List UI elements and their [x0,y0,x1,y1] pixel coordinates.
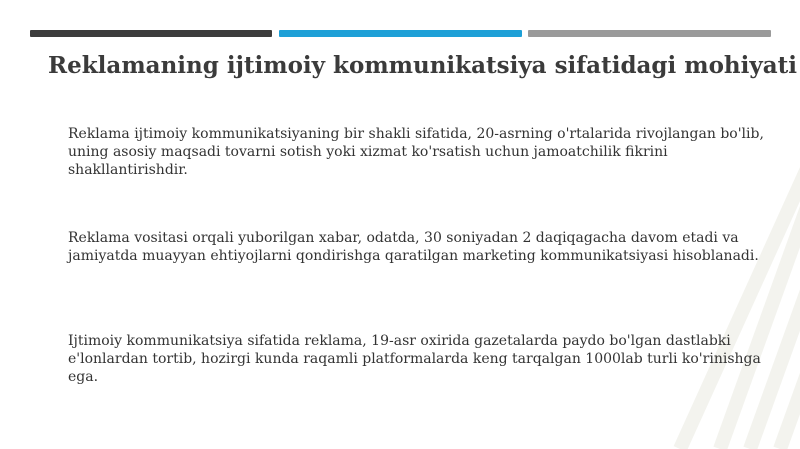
paragraph-3: Ijtimoiy kommunikatsiya sifatida reklama, 19-asr oxirida gazetalarda paydo bo'lgan dastlabki e'lonlardan tortib, hozirgi kunda raqamli platformalarda keng tarqalgan 1000lab turli ko'rinishga ega. [68,333,761,385]
paragraph-1: Reklama ijtimoiy kommunikatsiyaning bir shakli sifatida, 20-asrning o'rtalarida rivojlangan bo'lib, uning asosiy maqsadi tovarni sotish yoki xizmat ko'rsatish uchun jamoatchilik fikrini shakllantirishdir. [68,126,764,178]
header-bar-dark [30,30,272,37]
paragraph-2: Reklama vositasi orqali yuborilgan xabar, odatda, 30 soniyadan 2 daqiqagacha davom etadi va jamiyatda muayyan ehtiyojlarni qondirishga qaratilgan marketing kommunikatsiyasi hisoblanadi. [68,230,759,264]
slide-title: Reklamaning ijtimoiy kommunikatsiya sifatidagi mohiyati [48,52,798,79]
header-bar-blue [279,30,522,37]
